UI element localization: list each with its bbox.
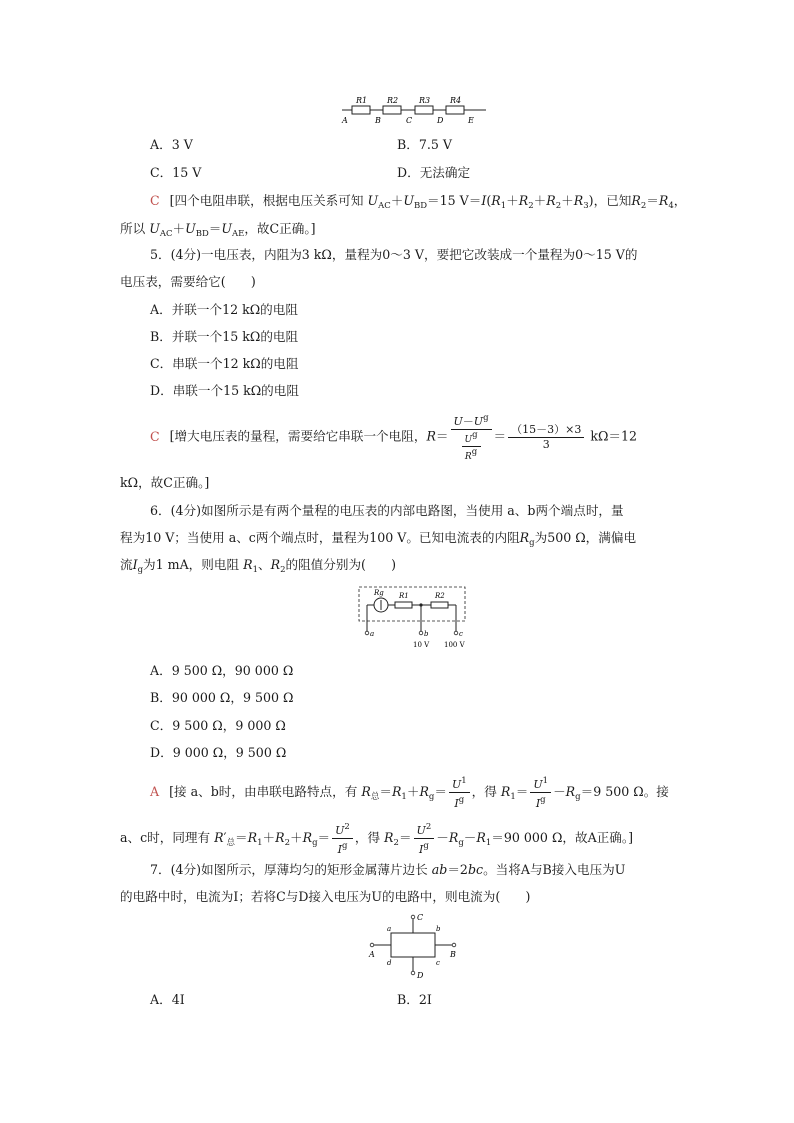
q7-stem-line1: 7．(4分)如图所示，厚薄均匀的矩形金属薄片边长 ab＝2bc。当将A与B接入电压为U	[150, 862, 626, 877]
metal-sheet-rect	[391, 933, 435, 957]
node-e: E	[468, 116, 474, 125]
q7-option-a: A．4I	[150, 992, 185, 1007]
q4-option-c: C．15 V	[150, 165, 202, 180]
node-b: B	[375, 116, 381, 125]
terminal-d: D	[417, 971, 424, 980]
q4-option-a: A．3 V	[150, 137, 193, 152]
node-d: D	[437, 116, 444, 125]
terminal-c: c	[459, 630, 463, 638]
terminal-b: B	[450, 950, 456, 959]
terminal-a: a	[370, 630, 375, 638]
resistor-r1	[395, 602, 412, 608]
q6-stem-line1: 6．(4分)如图所示是有两个量程的电压表的内部电路图，当使用 a、b两个端点时，量	[150, 503, 624, 518]
q5-explanation-line1: C [增大电压表的量程，需要给它串联一个电阻，R＝ $\frac{U-U^g}{\frac{U^g}{R^g}}$ ＝ $\frac{(15-3)\times 3}{3}$ kΩ＝12	[150, 413, 638, 462]
terminal-b: b	[424, 630, 429, 638]
q6-option-b: B．90 000 Ω，9 500 Ω	[150, 690, 294, 705]
node-c: C	[406, 116, 413, 125]
q4-option-d: D．无法确定	[397, 165, 471, 180]
q4-option-b: B．7.5 V	[397, 137, 452, 152]
label-r1: R1	[399, 592, 409, 600]
corner-b: b	[436, 925, 441, 933]
voltmeter-circuit-figure	[355, 583, 475, 651]
q6-explanation-line1: A [接 a、b时，由串联电路特点，有 $R_总=R_1+R_g=$ $\frac{U^1}{I^g}$ ，得 $R_1=$ $\frac{U^1}{I^g}$ $-R_g=9$ 500 Ω。接	[150, 776, 669, 810]
corner-c: c	[436, 959, 440, 967]
label-r3: R3	[419, 96, 431, 105]
q6-stem-line3: 流$I_g$为1 mA，则电阻 $R_1$、$R_2$的阻值分别为( )	[120, 557, 397, 575]
q5-option-b: B．并联一个15 kΩ的电阻	[150, 329, 299, 344]
q6-answer: A	[150, 784, 160, 799]
q5-stem-line2: 电压表，需要给它( )	[120, 274, 256, 289]
corner-a: a	[387, 925, 392, 933]
terminal-c: C	[417, 913, 424, 922]
q5-option-c: C．串联一个12 kΩ的电阻	[150, 356, 299, 371]
range-100v: 100 V	[444, 641, 465, 649]
q6-option-d: D．9 000 Ω，9 500 Ω	[150, 745, 287, 760]
metal-sheet-figure	[365, 912, 465, 982]
q5-answer: C	[150, 428, 160, 444]
corner-d: d	[387, 959, 392, 967]
q4-explanation-line2: 所以 $U_{AC}+U_{BD}=U_{AE}$，故C正确。]	[120, 221, 316, 239]
label-r4: R4	[450, 96, 462, 105]
resistor-r2	[383, 106, 401, 114]
terminal-a: A	[369, 950, 375, 959]
node-a: A	[342, 116, 348, 125]
q4-answer: C	[150, 193, 160, 208]
q7-option-b: B．2I	[397, 992, 432, 1007]
resistor-r3	[415, 106, 433, 114]
q4-explanation-line1: C [四个电阻串联，根据电压关系可知 $U_{AC}+U_{BD}=15$ $V=I(R_1+R_2+R_2+R_3)$，已知$R_2=R_4$，	[150, 193, 687, 211]
q6-stem-line2: 程为10 V；当使用 a、c两个端点时，量程为100 V。已知电流表的内阻$R_g$为500 Ω，满偏电	[120, 530, 637, 548]
resistor-r2	[431, 602, 448, 608]
q5-option-a: A．并联一个12 kΩ的电阻	[150, 302, 298, 317]
q6-explanation-line2: a、c时，同理有 $R'_总=R_1+R_2+R_g=$ $\frac{U^2}{I^g}$ ，得 $R_2=$ $\frac{U^2}{I^g}$ $-R_g-R_1=90$ 000 Ω，故A正确。]	[120, 822, 634, 856]
label-r1: R1	[356, 96, 368, 105]
label-r2: R2	[387, 96, 399, 105]
q6-option-a: A．9 500 Ω，90 000 Ω	[150, 663, 294, 678]
label-r2: R2	[435, 592, 445, 600]
q5-explanation-line2: kΩ，故C正确。]	[120, 475, 210, 490]
q7-stem-line2: 的电路中时，电流为I；若将C与D接入电压为U的电路中，则电流为( )	[120, 889, 531, 904]
series-resistor-figure	[340, 93, 490, 125]
resistor-r4	[446, 106, 464, 114]
range-10v: 10 V	[413, 641, 430, 649]
q5-stem-line1: 5．(4分)一电压表，内阻为3 kΩ，量程为0～3 V，要把它改装成一个量程为0～15 V的	[150, 247, 638, 262]
q5-option-d: D．串联一个15 kΩ的电阻	[150, 383, 299, 398]
resistor-r1	[352, 106, 370, 114]
q6-option-c: C．9 500 Ω，9 000 Ω	[150, 718, 286, 733]
label-rg: Rg	[374, 589, 384, 597]
